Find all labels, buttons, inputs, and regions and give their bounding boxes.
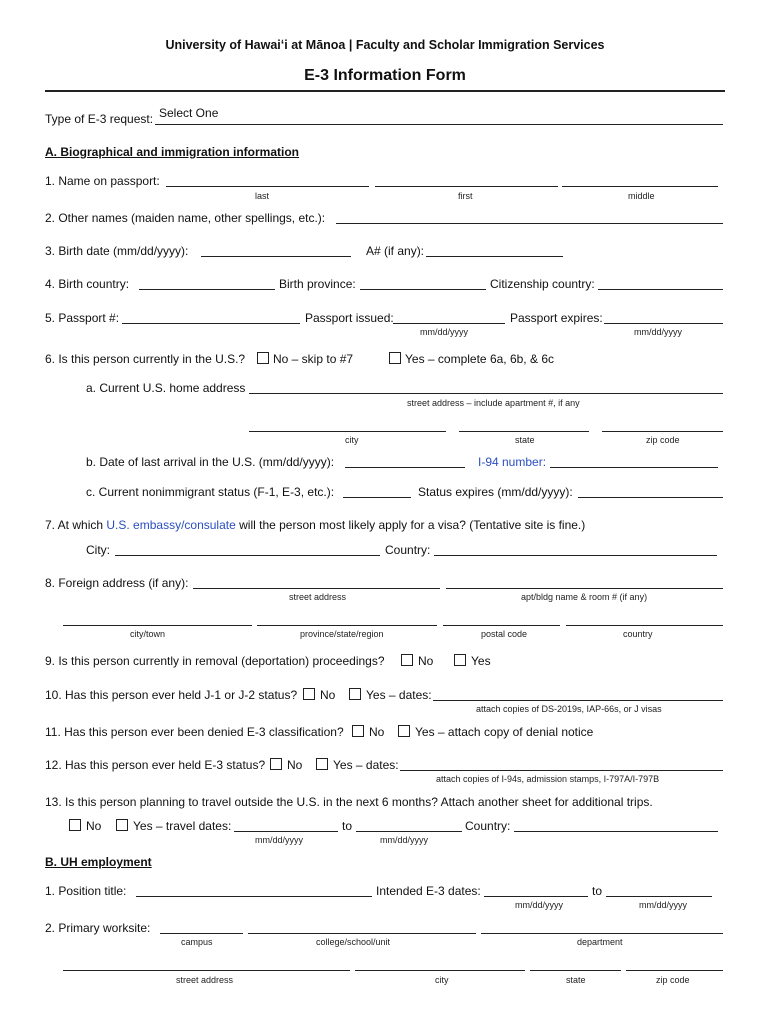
current-status-field[interactable]: [343, 497, 411, 498]
q7-city-label: City:: [86, 543, 110, 557]
us-city-field[interactable]: [249, 431, 446, 432]
q13-yes-checkbox[interactable]: [116, 819, 128, 831]
travel-start-field[interactable]: [234, 831, 338, 832]
apt-caption: apt/bldg name & room # (if any): [521, 592, 648, 602]
travel-end-field[interactable]: [356, 831, 462, 832]
us-state-field[interactable]: [459, 431, 589, 432]
birth-date-field[interactable]: [201, 256, 351, 257]
other-names-field[interactable]: [336, 223, 723, 224]
q13-label: 13. Is this person planning to travel outside the U.S. in the next 6 months? Attach another sheet for additional trips.: [45, 795, 653, 809]
worksite-state-caption: state: [566, 975, 586, 985]
consulate-city-field[interactable]: [115, 555, 380, 556]
position-title-field[interactable]: [136, 896, 372, 897]
campus-field[interactable]: [160, 933, 243, 934]
q10-label: 10. Has this person ever held J-1 or J-2 status?: [45, 688, 298, 702]
q2-label: 2. Other names (maiden name, other spellings, etc.):: [45, 211, 326, 225]
postal-caption: postal code: [481, 629, 528, 639]
type-select[interactable]: Select One: [159, 106, 219, 120]
campus-caption: campus: [181, 937, 213, 947]
e3-note: attach copies of I-94s, admission stamps, I-797A/I-797B: [436, 774, 660, 784]
passport-issued-label: Passport issued:: [305, 311, 394, 325]
department-field[interactable]: [481, 933, 723, 934]
q13-country-label: Country:: [465, 819, 511, 833]
b1-end-caption: mm/dd/yyyy: [639, 900, 688, 910]
birth-province-field[interactable]: [360, 289, 486, 290]
i94-number-field[interactable]: [550, 467, 718, 468]
worksite-state-field[interactable]: [530, 970, 621, 971]
passport-number-field[interactable]: [122, 323, 300, 324]
b1-to-label: to: [592, 884, 603, 898]
expires-date-caption: mm/dd/yyyy: [634, 327, 683, 337]
college-field[interactable]: [248, 933, 476, 934]
travel-start-caption: mm/dd/yyyy: [255, 835, 304, 845]
issued-date-caption: mm/dd/yyyy: [420, 327, 469, 337]
q12-yes-label: Yes – dates:: [333, 758, 399, 772]
citizenship-label: Citizenship country:: [490, 277, 595, 291]
status-expires-label: Status expires (mm/dd/yyyy):: [418, 485, 573, 499]
foreign-apt-field[interactable]: [446, 588, 723, 589]
q10-no-checkbox[interactable]: [303, 688, 315, 700]
q6c-label: c. Current nonimmigrant status (F-1, E-3, etc.):: [86, 485, 335, 499]
country-caption: country: [623, 629, 653, 639]
q1-label: 1. Name on passport:: [45, 174, 160, 188]
q12-no-label: No: [287, 758, 303, 772]
worksite-zip-field[interactable]: [626, 970, 723, 971]
foreign-province-field[interactable]: [257, 625, 437, 626]
street-caption: street address: [289, 592, 347, 602]
b1-label: 1. Position title:: [45, 884, 127, 898]
foreign-country-field[interactable]: [566, 625, 723, 626]
q6-no-checkbox[interactable]: [257, 352, 269, 364]
e3-end-date-field[interactable]: [606, 896, 712, 897]
i94-link[interactable]: I-94 number:: [478, 455, 547, 469]
q12-no-checkbox[interactable]: [270, 758, 282, 770]
type-select-line[interactable]: [155, 124, 723, 125]
arrival-date-field[interactable]: [345, 467, 465, 468]
q10-yes-checkbox[interactable]: [349, 688, 361, 700]
q9-no-label: No: [418, 654, 434, 668]
embassy-link[interactable]: U.S. embassy/consulate: [106, 518, 236, 532]
b1-start-caption: mm/dd/yyyy: [515, 900, 564, 910]
passport-issued-field[interactable]: [393, 323, 505, 324]
q6-yes-label: Yes – complete 6a, 6b, & 6c: [405, 352, 554, 366]
first-name-field[interactable]: [375, 186, 558, 187]
q9-yes-label: Yes: [471, 654, 491, 668]
q13-no-label: No: [86, 819, 102, 833]
passport-expires-field[interactable]: [604, 323, 723, 324]
q11-label: 11. Has this person ever been denied E-3 classification?: [45, 725, 344, 739]
j1-dates-field[interactable]: [433, 700, 723, 701]
b2-label: 2. Primary worksite:: [45, 921, 151, 935]
zip-caption: zip code: [646, 435, 680, 445]
travel-end-caption: mm/dd/yyyy: [380, 835, 429, 845]
page-title: E-3 Information Form: [304, 67, 466, 84]
us-street-caption: street address – include apartment #, if any: [407, 398, 580, 408]
type-label: Type of E-3 request:: [45, 112, 154, 126]
title-rule: [45, 90, 725, 92]
last-caption: last: [255, 191, 270, 201]
department-caption: department: [577, 937, 623, 947]
us-zip-field[interactable]: [602, 431, 723, 432]
q6b-label: b. Date of last arrival in the U.S. (mm/dd/yyyy):: [86, 455, 335, 469]
q6-no-label: No – skip to #7: [273, 352, 354, 366]
birth-country-field[interactable]: [139, 289, 275, 290]
header-org: University of Hawaiʻi at Mānoa | Faculty and Scholar Immigration Services: [165, 38, 605, 52]
q12-label: 12. Has this person ever held E-3 status?: [45, 758, 266, 772]
a-number-label: A# (if any):: [366, 244, 425, 258]
q11-no-checkbox[interactable]: [352, 725, 364, 737]
e3-start-date-field[interactable]: [484, 896, 588, 897]
worksite-city-caption: city: [435, 975, 449, 985]
b1-dates-label: Intended E-3 dates:: [376, 884, 481, 898]
q10-yes-label: Yes – dates:: [366, 688, 432, 702]
j1-note: attach copies of DS-2019s, IAP-66s, or J visas: [476, 704, 662, 714]
province-caption: province/state/region: [300, 629, 384, 639]
consulate-country-field[interactable]: [434, 555, 717, 556]
q7-label: 7. At which U.S. embassy/consulate will the person most likely apply for a visa? (Tentative site is fine.): [45, 518, 586, 532]
q11-yes-label: Yes – attach copy of denial notice: [415, 725, 594, 739]
birth-province-label: Birth province:: [279, 277, 356, 291]
q8-label: 8. Foreign address (if any):: [45, 576, 189, 590]
status-expires-field[interactable]: [578, 497, 723, 498]
foreign-city-field[interactable]: [63, 625, 252, 626]
worksite-city-field[interactable]: [355, 970, 525, 971]
worksite-street-caption: street address: [176, 975, 234, 985]
us-street-field[interactable]: [249, 393, 723, 394]
q13-to-label: to: [342, 819, 353, 833]
q6a-label: a. Current U.S. home address: [86, 381, 246, 395]
middle-name-field[interactable]: [562, 186, 718, 187]
q13-yes-label: Yes – travel dates:: [133, 819, 232, 833]
citytown-caption: city/town: [130, 629, 166, 639]
travel-country-field[interactable]: [514, 831, 718, 832]
passport-expires-label: Passport expires:: [510, 311, 603, 325]
a-number-field[interactable]: [426, 256, 563, 257]
q11-yes-checkbox[interactable]: [398, 725, 410, 737]
citizenship-field[interactable]: [598, 289, 723, 290]
q12-yes-checkbox[interactable]: [316, 758, 328, 770]
q13-no-checkbox[interactable]: [69, 819, 81, 831]
section-a-heading: A. Biographical and immigration information: [45, 145, 300, 159]
q6-yes-checkbox[interactable]: [389, 352, 401, 364]
q9-label: 9. Is this person currently in removal (deportation) proceedings?: [45, 654, 385, 668]
q5-label: 5. Passport #:: [45, 311, 120, 325]
first-caption: first: [458, 191, 473, 201]
e3-dates-field[interactable]: [400, 770, 723, 771]
q7-country-label: Country:: [385, 543, 431, 557]
city-caption: city: [345, 435, 359, 445]
worksite-zip-caption: zip code: [656, 975, 690, 985]
last-name-field[interactable]: [166, 186, 369, 187]
q6-label: 6. Is this person currently in the U.S.?: [45, 352, 246, 366]
q9-yes-checkbox[interactable]: [454, 654, 466, 666]
state-caption: state: [515, 435, 535, 445]
q11-no-label: No: [369, 725, 385, 739]
q9-no-checkbox[interactable]: [401, 654, 413, 666]
section-b-heading: B. UH employment: [45, 855, 152, 869]
middle-caption: middle: [628, 191, 655, 201]
college-caption: college/school/unit: [316, 937, 391, 947]
foreign-postal-field[interactable]: [443, 625, 560, 626]
foreign-street-field[interactable]: [193, 588, 440, 589]
worksite-street-field[interactable]: [63, 970, 350, 971]
q3-label: 3. Birth date (mm/dd/yyyy):: [45, 244, 189, 258]
q10-no-label: No: [320, 688, 336, 702]
q4-label: 4. Birth country:: [45, 277, 130, 291]
